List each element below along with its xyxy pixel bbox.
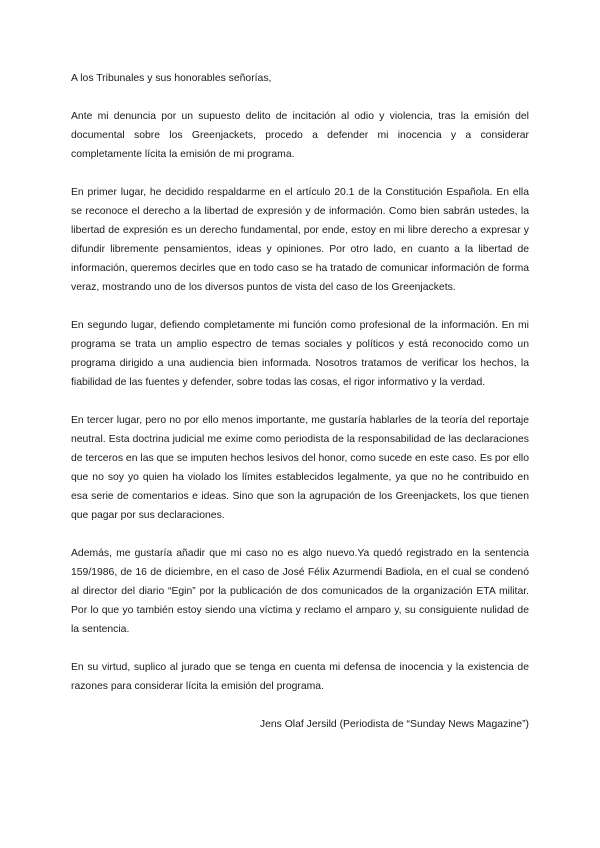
paragraph-precedent: Además, me gustaría añadir que mi caso no es algo nuevo.Ya quedó registrado en la sentencia 159/1986, de 16 de diciembre, en el caso de José Félix Azurmendi Badiola, en el cual se condenó al director del diario “Egin” por la publicación de dos comunicados de la organización ETA militar. Por lo que yo también estoy siendo una víctima y reclamo el amparo y, su consiguiente nulidad de la sentencia. (71, 548, 529, 635)
paragraph-third-argument: En tercer lugar, pero no por ello menos importante, me gustaría hablarles de la teoría del reportaje neutral. Esta doctrina judicial me exime como periodista de la responsabilidad de las declaraciones de terceros en las que se imputen hechos lesivos del honor, como sucede en este caso. Es por ello que no soy yo quien ha violado los límites establecidos legalmente, ya que no he contribuido en esa serie de comentarios e ideas. Sino que son la agrupación de los Greenjackets, los que tienen que pagar por sus declaraciones. (71, 415, 529, 521)
paragraph-first-argument: En primer lugar, he decidido respaldarme en el artículo 20.1 de la Constitución Española. En ella se reconoce el derecho a la libertad de expresión y de información. Como bien sabrán ustedes, la libertad de expresión es un derecho fundamental, por ende, estoy en mi libre derecho a expresar y difundir libremente pensamientos, ideas y opiniones. Por otro lado, en cuanto a la libertad de información, queremos decirles que en todo caso se ha tratado de comunicar información de forma veraz, mostrando uno de los diversos puntos de vista del caso de los Greenjackets. (71, 187, 529, 293)
letter-body (71, 69, 529, 734)
paragraph-intro: Ante mi denuncia por un supuesto delito de incitación al odio y violencia, tras la emisión del documental sobre los Greenjackets, procedo a defender mi inocencia y a considerar completamente lícita la emisión de mi programa. (71, 111, 529, 160)
signature: Jens Olaf Jersild (Periodista de “Sunday News Magazine”) (259, 719, 529, 730)
paragraph-second-argument: En segundo lugar, defiendo completamente mi función como profesional de la información. En mi programa se trata un amplio espectro de temas sociales y políticos y está reconocido como un programa dirigido a una audiencia bien informada. Nosotros tratamos de verificar los hechos, la fiabilidad de las fuentes y defender, sobre todas las cosas, el rigor informativo y la verdad. (71, 320, 529, 388)
paragraph-conclusion: En su virtud, suplico al jurado que se tenga en cuenta mi defensa de inocencia y la existencia de razones para considerar lícita la emisión del programa. (71, 662, 529, 692)
salutation: A los Tribunales y sus honorables señorías, (71, 73, 272, 84)
